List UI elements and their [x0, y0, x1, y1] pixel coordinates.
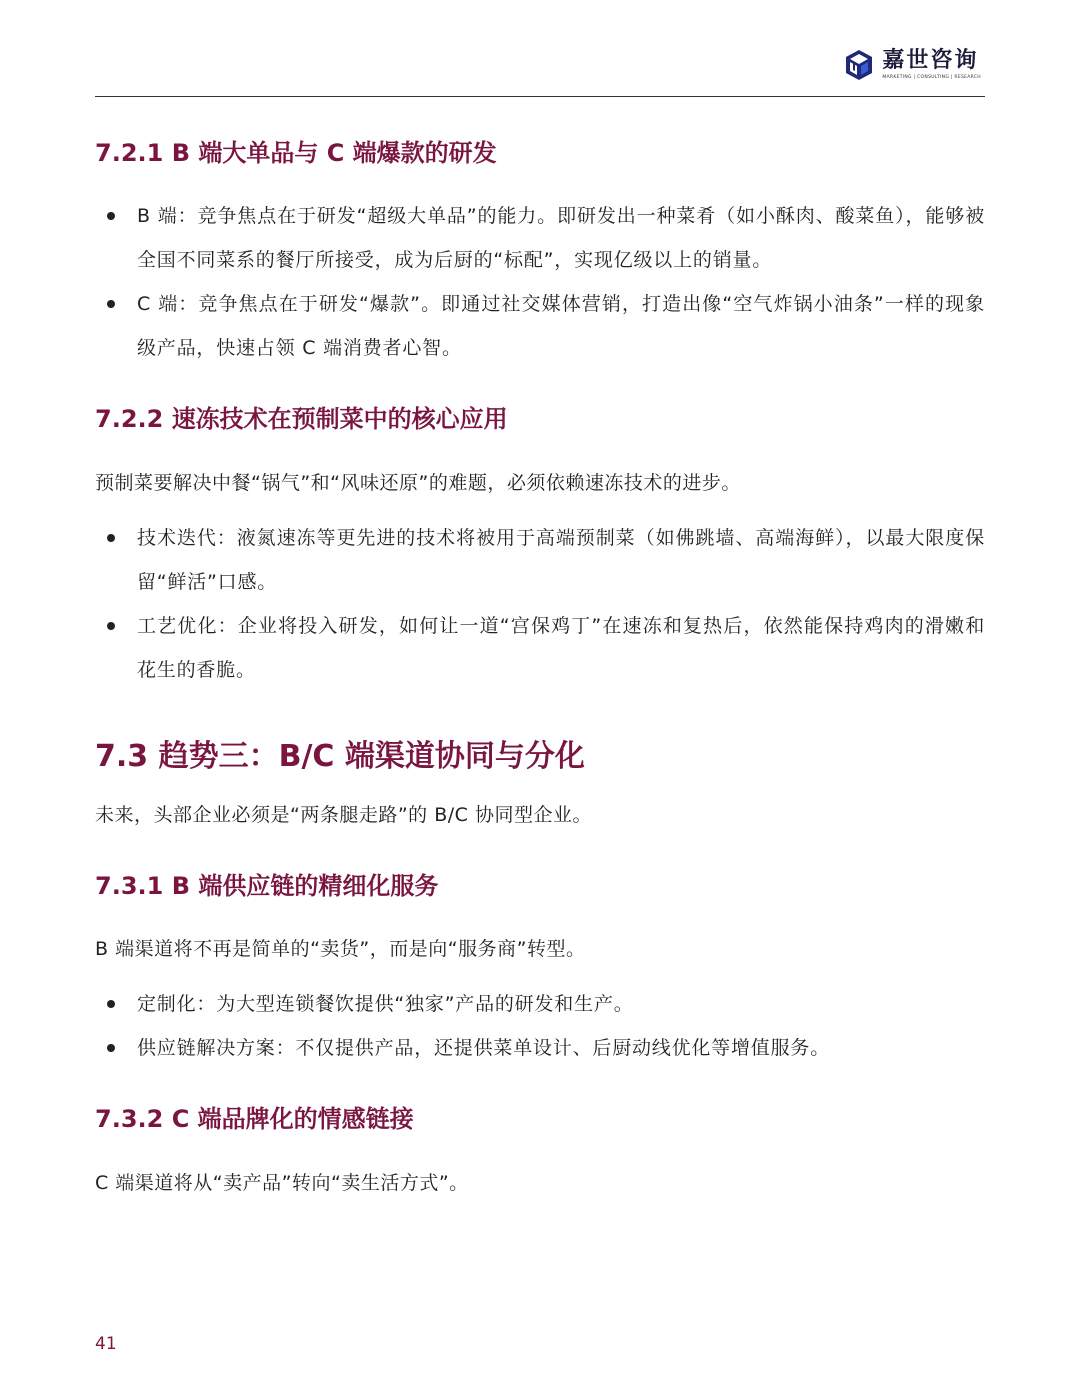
- list-item-text: C 端：竞争焦点在于研发“爆款”。即通过社交媒体营销，打造出像“空气炸锅小油条”一样的现象级产品，快速占领 C 端消费者心智。: [137, 293, 985, 359]
- list-item: [95, 604, 985, 692]
- heading-7-2-2: 7.2.2 速冻技术在预制菜中的核心应用: [95, 405, 508, 433]
- bullet-dot-icon: [107, 300, 115, 308]
- list-item: [95, 194, 985, 282]
- page-header: [95, 40, 985, 97]
- heading-7-3-2: 7.3.2 C 端品牌化的情感链接: [95, 1105, 414, 1133]
- list-item-text: 供应链解决方案：不仅提供产品，还提供菜单设计、后厨动线优化等增值服务。: [137, 1037, 831, 1059]
- heading-7-3: 7.3 趋势三：B/C 端渠道协同与分化: [95, 739, 585, 774]
- paragraph: B 端渠道将不再是简单的“卖货”，而是向“服务商”转型。: [95, 938, 586, 960]
- bullet-dot-icon: [107, 212, 115, 220]
- paragraph: C 端渠道将从“卖产品”转向“卖生活方式”。: [95, 1172, 469, 1194]
- logo-name: 嘉世咨询: [882, 48, 979, 73]
- heading-7-3-1: 7.3.1 B 端供应链的精细化服务: [95, 872, 439, 900]
- logo-tagline: MARKETING | CONSULTING | RESEARCH: [882, 75, 981, 80]
- bullet-dot-icon: [107, 622, 115, 630]
- list-item: [95, 982, 985, 1026]
- cube-logo-icon: [844, 49, 874, 83]
- list-item-text: B 端：竞争焦点在于研发“超级大单品”的能力。即研发出一种菜肴（如小酥肉、酸菜鱼），能够被全国不同菜系的餐厅所接受，成为后厨的“标配”，实现亿级以上的销量。: [137, 205, 985, 271]
- bullet-dot-icon: [107, 534, 115, 542]
- list-item-text: 技术迭代：液氮速冻等更先进的技术将被用于高端预制菜（如佛跳墙、高端海鲜），以最大限度保留“鲜活”口感。: [137, 527, 985, 593]
- list-item-text: 工艺优化：企业将投入研发，如何让一道“宫保鸡丁”在速冻和复热后，依然能保持鸡肉的滑嫩和花生的香脆。: [137, 615, 985, 681]
- bullet-dot-icon: [107, 1000, 115, 1008]
- paragraph: 预制菜要解决中餐“锅气”和“风味还原”的难题，必须依赖速冻技术的进步。: [95, 472, 741, 494]
- company-logo: [844, 48, 981, 83]
- logo-text: [882, 48, 981, 82]
- heading-7-2-1: 7.2.1 B 端大单品与 C 端爆款的研发: [95, 139, 497, 167]
- list-item-text: 定制化：为大型连锁餐饮提供“独家”产品的研发和生产。: [137, 993, 634, 1015]
- list-item: [95, 1026, 985, 1070]
- paragraph: 未来，头部企业必须是“两条腿走路”的 B/C 协同型企业。: [95, 804, 592, 826]
- list-item: [95, 282, 985, 370]
- list-item: [95, 516, 985, 604]
- page-number: 41: [95, 1334, 117, 1354]
- bullet-dot-icon: [107, 1044, 115, 1052]
